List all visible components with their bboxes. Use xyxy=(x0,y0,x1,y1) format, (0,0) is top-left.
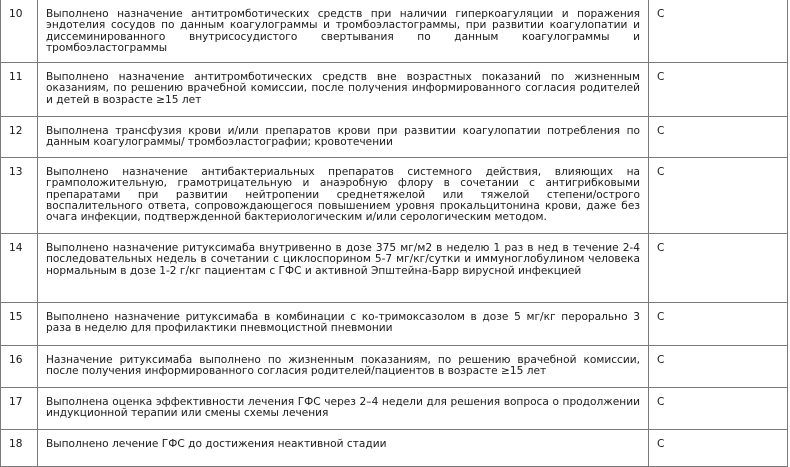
table-row xyxy=(1,117,788,158)
table-row xyxy=(1,303,788,346)
row-number: 12 xyxy=(1,117,38,158)
row-number: 13 xyxy=(1,158,38,234)
criterion-text: Выполнено назначение антитромботических средств при наличии гиперкоагуляции и поражения эндотелия сосудов по данным коагулограммы и тромбоэластограммы, при развитии коагулопатии и диссеминированного внутрисосудистого свертывания по данным коагулограммы и тромбоэластограммы xyxy=(38,0,649,63)
evidence-level: C xyxy=(649,117,788,158)
criterion-text: Выполнено назначение ритуксимаба в комбинации с ко-тримоксазолом в дозе 5 мг/кг перорально 3 раза в неделю для профилактики пневмоцистной пневмонии xyxy=(38,303,649,346)
table-row xyxy=(1,430,788,467)
criterion-text: Выполнено назначение антитромботических средств вне возрастных показаний по жизненным оказаниям, по решению врачебной комиссии, после получения информированного согласия родителей и детей в возрасте ≥15 лет xyxy=(38,63,649,117)
criterion-text: Выполнено назначение антибактериальных препаратов системного действия, влияющих на грамположительную, грамотрицательную и анаэробную флору в сочетании с антигрибковыми препаратами при развитии нейтропении среднетяжелой или тяжелой степени/острого воспалительного ответа, сопровождающегося повышением уровня прокальцитонина крови, даже без очага инфекции, подтвержденной бактериологическим и/или серологическим методом. xyxy=(38,158,649,234)
table-row xyxy=(1,0,788,63)
table-row xyxy=(1,346,788,388)
criterion-text: Выполнено назначение ритуксимаба внутривенно в дозе 375 мг/м2 в неделю 1 раз в нед в течение 2-4 последовательных недель в сочетании с циклоспорином 5-7 мг/кг/сутки и иммуноглобулином человека нормальным в дозе 1-2 г/кг пациентам с ГФС и активной Эпштейна-Барр вирусной инфекцией xyxy=(38,234,649,303)
evidence-level: C xyxy=(649,430,788,467)
table-row xyxy=(1,388,788,430)
evidence-level: C xyxy=(649,388,788,430)
evidence-level: C xyxy=(649,346,788,388)
table-row xyxy=(1,234,788,303)
evidence-level: C xyxy=(649,158,788,234)
criterion-text: Выполнена оценка эффективности лечения ГФС через 2–4 недели для решения вопроса о продолжении индукционной терапии или смены схемы лечения xyxy=(38,388,649,430)
row-number: 10 xyxy=(1,0,38,63)
row-number: 15 xyxy=(1,303,38,346)
evidence-level: C xyxy=(649,0,788,63)
evidence-level: C xyxy=(649,234,788,303)
row-number: 17 xyxy=(1,388,38,430)
row-number: 14 xyxy=(1,234,38,303)
table-row xyxy=(1,158,788,234)
evidence-level: C xyxy=(649,303,788,346)
criterion-text: Выполнена трансфузия крови и/или препаратов крови при развитии коагулопатии потребления по данным коагулограммы/ тромбоэластографии; кровотечении xyxy=(38,117,649,158)
row-number: 18 xyxy=(1,430,38,467)
criterion-text: Выполнено лечение ГФС до достижения неактивной стадии xyxy=(38,430,649,467)
table-row xyxy=(1,63,788,117)
row-number: 16 xyxy=(1,346,38,388)
evidence-level: C xyxy=(649,63,788,117)
row-number: 11 xyxy=(1,63,38,117)
criterion-text: Назначение ритуксимаба выполнено по жизненным показаниям, по решению врачебной комиссии, после получения информированного согласия родителей/пациентов в возрасте ≥15 лет xyxy=(38,346,649,388)
